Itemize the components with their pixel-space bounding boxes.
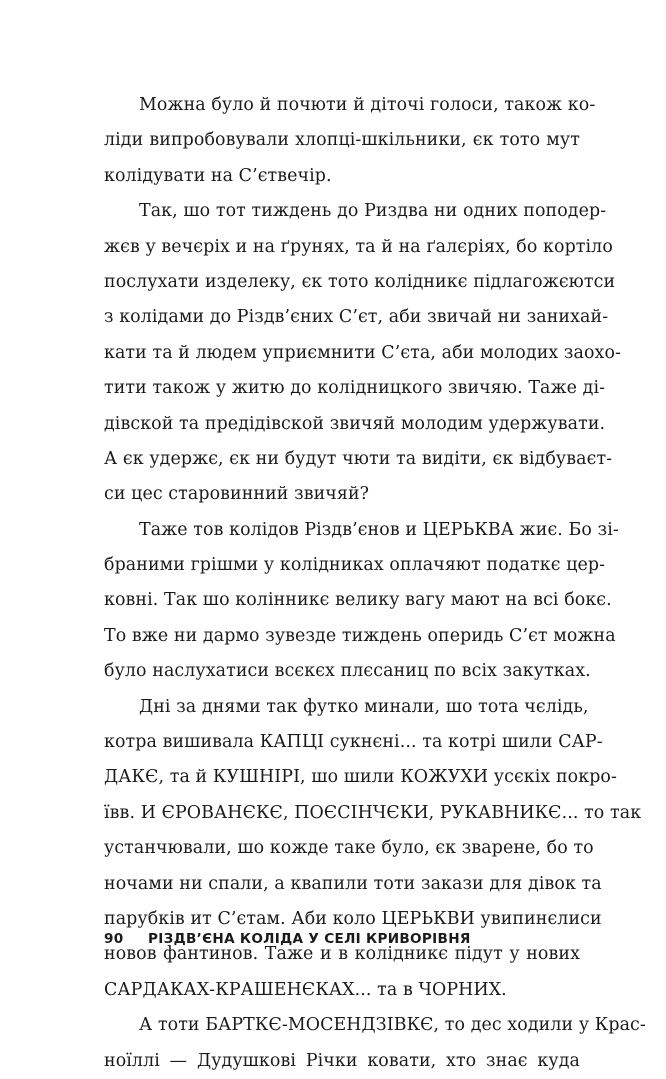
text-line: ївв. И ЄРОВАНЄКЄ, ПОЄСІНЧЄКИ, РУКАВНИКЄ... то так: [104, 802, 642, 823]
text-line: з колідами до Різдв’єних С’єт, аби звичай ни занихай-: [104, 307, 609, 328]
text-line: котра вишивала КАПЦІ сукнєні... та котрі шили САР-: [104, 732, 603, 753]
text-line: ночами ни спали, а квапили тоти закази для дівок та: [104, 873, 602, 894]
text-line: жєв у вечєріх и на ґрунях, та й на ґалєріях, бо кортіло: [104, 236, 613, 257]
text-line: си цес старовинний звичяй?: [104, 484, 370, 505]
text-line: А єк удержє, єк ни будут чюти та видіти, єк відбуваєт-: [104, 448, 613, 469]
text-line: А тоти БАРТКЄ-МОСЕНДЗІВКЄ, то дес ходили у Крас-: [139, 1015, 646, 1036]
text-line: парубків ит С’єтам. Аби коло ЦЕРЬКВИ увипинєлиси: [104, 908, 602, 929]
text-line: ковні. Так шо колінникє велику вагу мают на всі бокє.: [104, 590, 612, 611]
text-line: колідувати на С’єтвечір.: [104, 165, 332, 186]
text-line: браними грішми у колідниках оплачяют податкє цер-: [104, 555, 606, 576]
text-line: САРДАКАХ-КРАШЕНЄКАХ... та в ЧОРНИХ.: [104, 979, 507, 1000]
text-line: було наслухатиси всєкєх плєсаниц по всіх закутках.: [104, 661, 591, 682]
text-line: Можна було й почюти й діточі голоси, також ко-: [139, 95, 596, 115]
text-line: Таже тов колідов Різдв’єнов и ЦЕРЬКВА жиє. Бо зі-: [139, 519, 619, 540]
text-line: ліди випробовували хлопці-шкільники, єк тото мут: [104, 130, 580, 151]
text-line: ДАКЄ, та й КУШНІРІ, шо шили КОЖУХИ усєкіх покро-: [104, 767, 617, 788]
text-line: Дні за днями так футко минали, шо тота чєлідь,: [139, 696, 589, 717]
text-line: новов фантинов. Таже и в колідникє підут у нових: [104, 944, 580, 965]
running-title: РІЗДВ’ЄНА КОЛІДА У СЕЛІ КРИВОРІВНЯ: [148, 931, 471, 947]
page-number: 90: [104, 931, 124, 947]
text-line: ноїллі — Дудушкові Річки ковати, хто знає куда: [104, 1050, 580, 1071]
text-line: дівской та предідівской звичяй молодим удержувати.: [104, 413, 606, 434]
text-line: тити також у житю до колідницкого звичяю. Таже ді-: [104, 378, 606, 399]
text-line: То вже ни дармо зувезде тиждень оперидь С’єт можна: [104, 625, 616, 646]
page-footer: [104, 928, 471, 950]
text-line: послухати изделеку, єк тото колідникє підлагожєютси: [104, 271, 616, 292]
text-line: Так, шо тот тиждень до Риздва ни одних поподер-: [139, 201, 607, 222]
text-line: устанчювали, шо кожде таке було, єк зварене, бо то: [104, 838, 594, 859]
text-line: кати та й людем уприємнити С’єта, аби молодих заохо-: [104, 342, 621, 363]
